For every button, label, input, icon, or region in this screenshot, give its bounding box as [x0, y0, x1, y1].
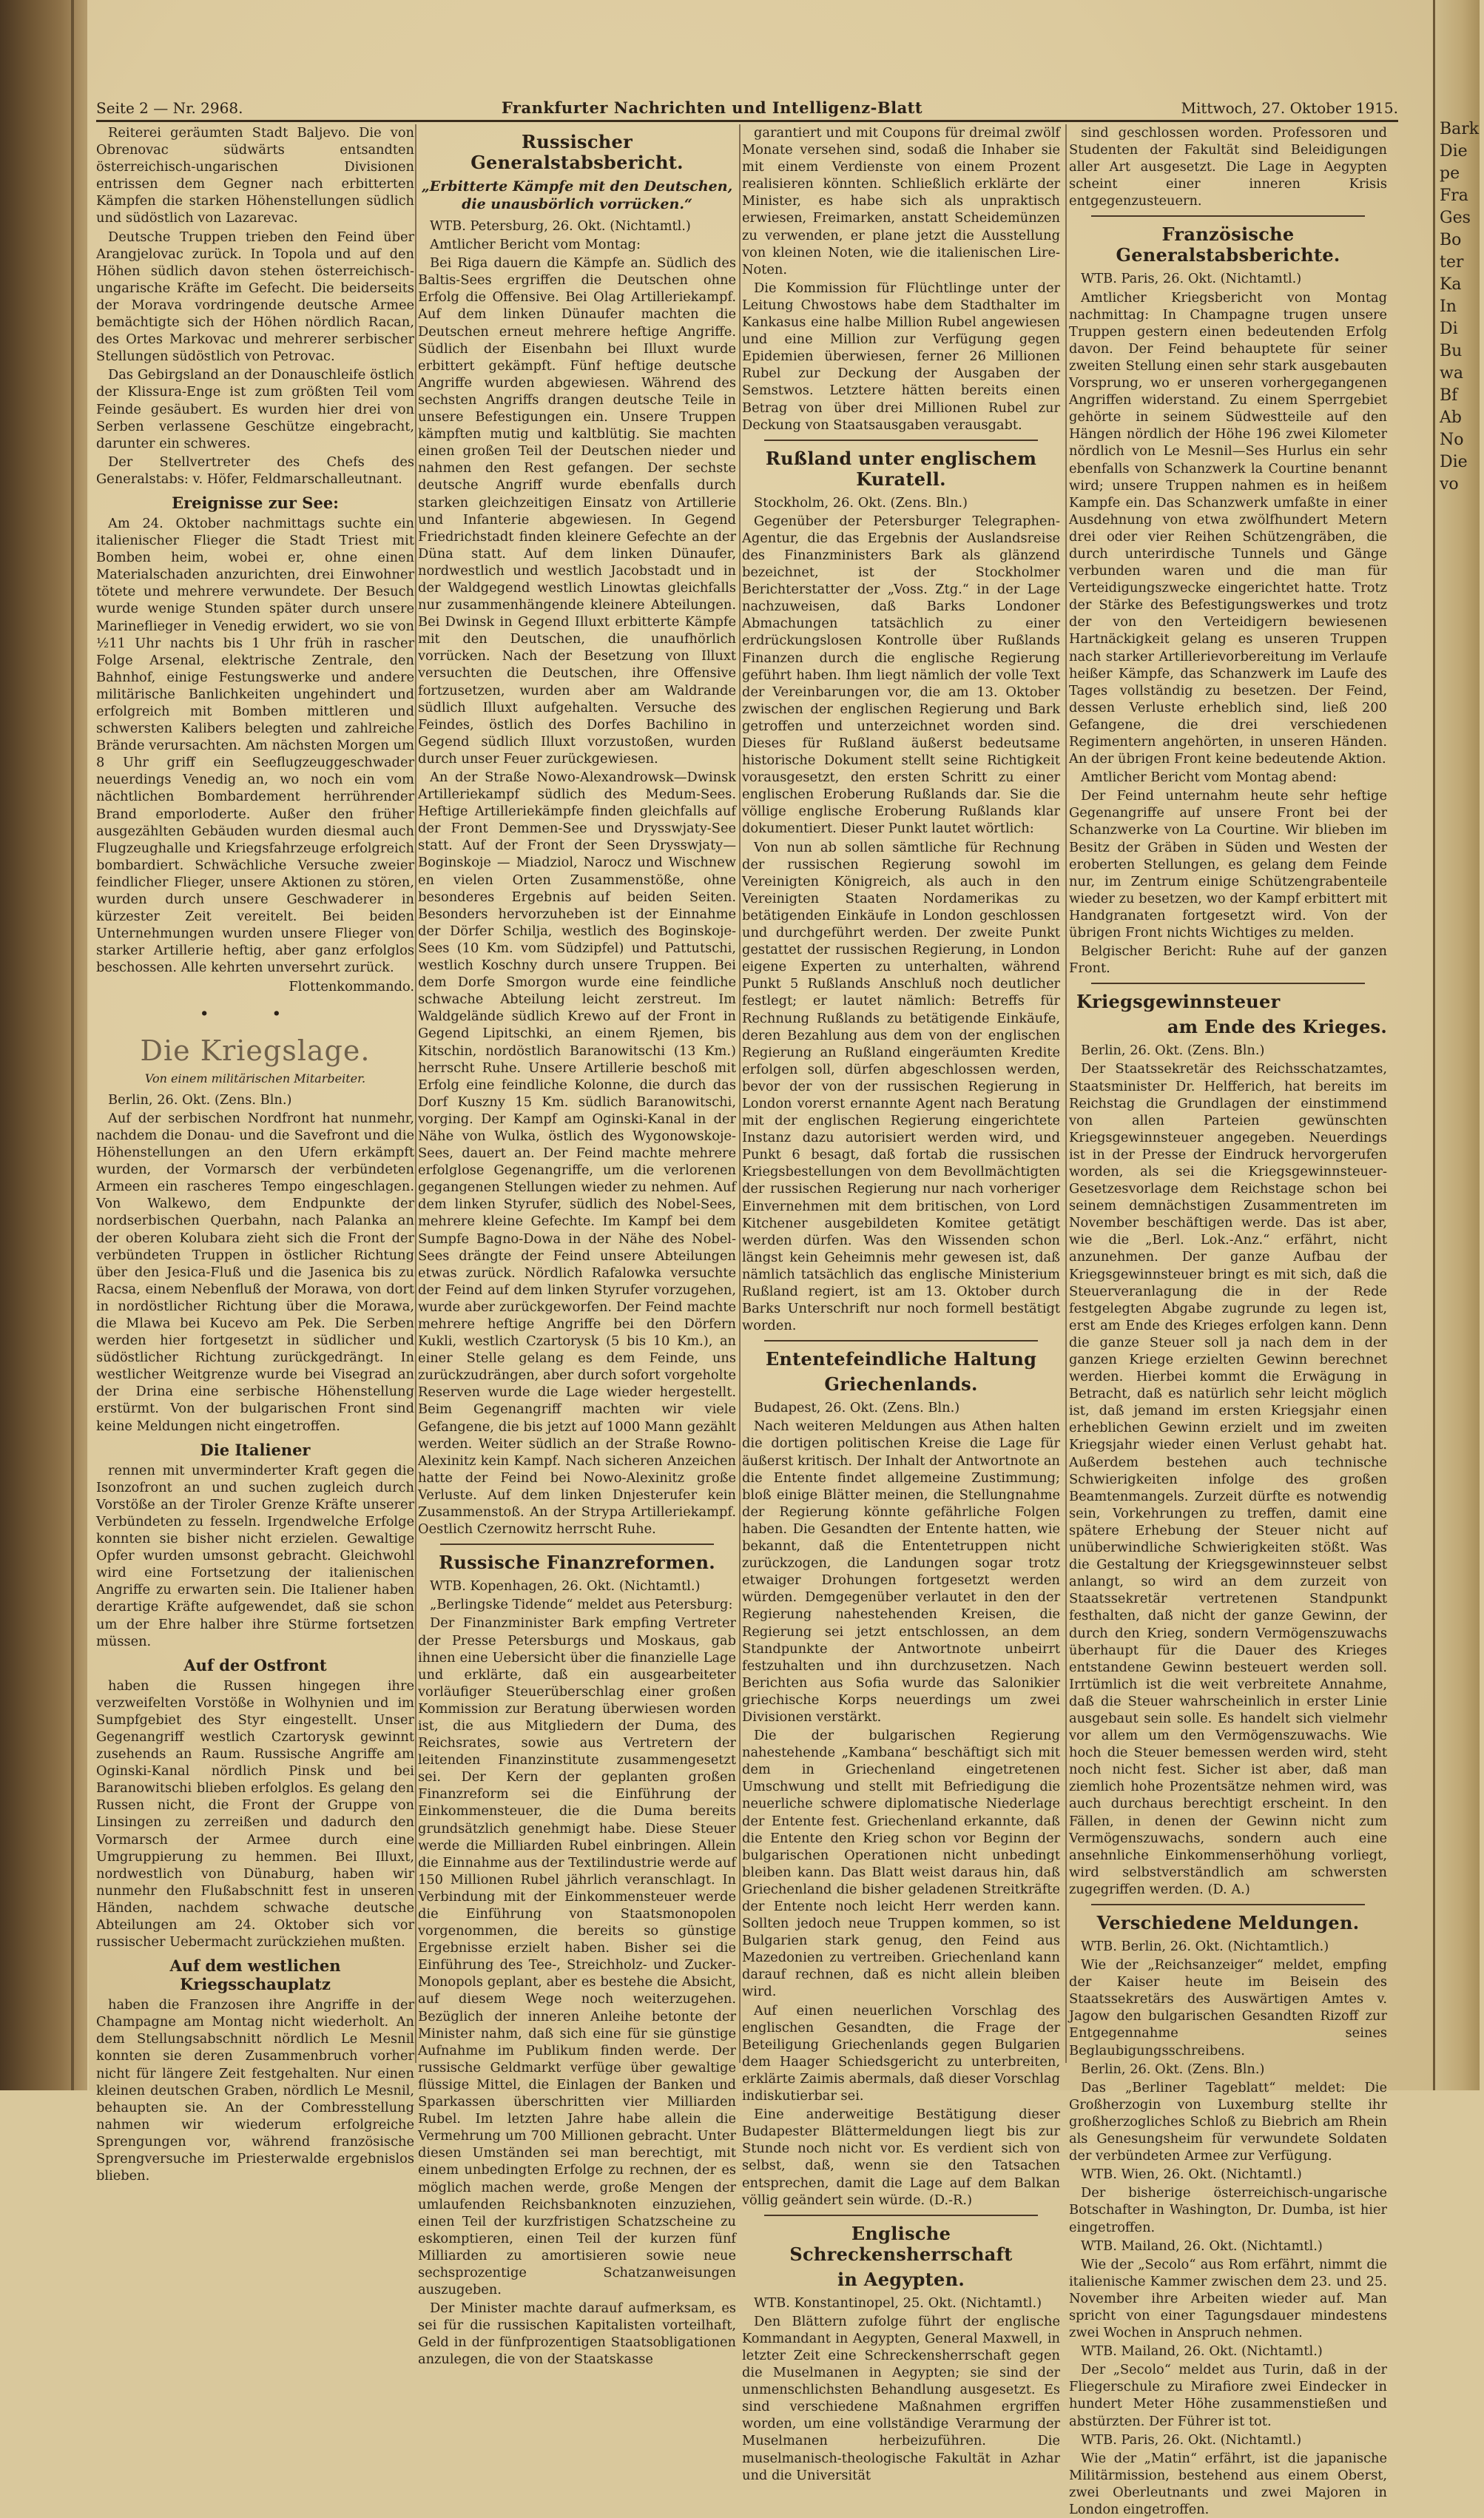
article-paragraph: Der „Secolo“ meldet aus Turin, daß in der Fliegerschule zu Mirafiore zwei Eindecker in hundert Meter Höhe zusammenstießen und abstürzten. Der Führer ist tot. [1069, 2362, 1387, 2429]
article-dateline: Berlin, 26. Okt. (Zens. Bln.) [108, 1091, 292, 1108]
next-page-fragment: Bu [1440, 342, 1463, 360]
article-dateline: WTB. Mailand, 26. Okt. (Nichtamtl.) [1081, 2343, 1323, 2360]
article-signature: Flottenkommando. [289, 978, 414, 994]
next-page-fragment: Ges [1440, 209, 1471, 227]
section-rule [1091, 1904, 1365, 1905]
article-headline: Englische Schreckensherrschaft [789, 2222, 1013, 2265]
next-page-fragment: Bo [1440, 231, 1462, 249]
section-rule [1091, 215, 1365, 217]
article-headline: Russischer Generalstabsbericht. [471, 131, 684, 173]
article-paragraph: Nach weiteren Meldungen aus Athen halten die dortigen politischen Kreise die Lage für äußerst kritisch. Der Inhalt der Antwortnote an die Entente findet allgemeine Zustimmung; bloß einige Blätter meinen, die Stellungnahme der Regierung könnte gefährliche Folgen haben. Die Gesandten der Entente hatten, wie bekannt, daß die Ententetruppen nicht zurückzogen, die Landungen sogar trotz etwaiger Drohungen fortgesetzt werden würden. Demgegenüber verlautet in den der Regierung nahestehenden Kreisen, die Regierung sei jetzt entschlossen, an dem Standpunkte der Antwortnote unbeirrt festzuhalten und ihn durchzusetzen. Nach Berichten aus Sofia wurde das Salonikier griechische Korps neuerdings um zwei Divisionen verstärkt. [742, 1418, 1060, 1725]
next-page-fragments [1435, 118, 1484, 562]
section-rule [764, 1340, 1038, 1342]
next-page-fragment: Bf [1440, 386, 1458, 405]
next-page-fragment: No [1440, 431, 1464, 449]
article-paragraph: Wie der „Matin“ erfährt, ist die japanische Militärmission, bestehend aus einem Oberst, zwei Oberleutnants und zwei Majoren in London eingetroffen. [1069, 2450, 1387, 2517]
newspaper-title: Frankfurter Nachrichten und Intelligenz-Blatt [501, 98, 923, 117]
article-paragraph: Auf der serbischen Nordfront hat nunmehr, nachdem die Donau- und die Savefront und die Höhenstellungen an den Ufern erkämpft wurden, der Vormarsch der verbündeten Armeen ein rascheres Tempo eingeschlagen. Von Walkewo, dem Endpunkte der nordserbischen Querbahn, nach Palanka an der oberen Kolubara zieht sich die Front der verbündeten Truppen in östlicher Richtung über den Jesica-Fluß und die Jasenica bis zu Racsa, einem Nebenfluß der Morawa, von dort in nordöstlicher Richtung über die Morawa, die Mlawa bei Kucevo am Pek. Die Serben werden hier fortgesetzt in südlicher und südöstlicher Richtung zurückgedrängt. In westlicher Weitgrenze wurde bei Visegrad an der Drina eine serbische Höhenstellung erstürmt. Von der bulgarischen Front sind keine Meldungen nicht eingetroffen. [96, 1110, 414, 1434]
column-divider [415, 124, 416, 2063]
page-header [96, 87, 1398, 117]
next-page-fragment: wa [1440, 364, 1463, 383]
column-1 [96, 124, 414, 2184]
article-paragraph: Amtlicher Kriegsbericht von Montag nachmittag: In Champagne trugen unsere Truppen gestern einen bedeutenden Erfolg davon. Der Feind behauptete für seiner zweiten Stellung einen sehr stark ausgebauten Vorsprung, wo er unseren vorhergegangenen Angriffen widerstand. Zu einem Sperrgebiet gehörte in seinem Südwestteile auf den Hängen nördlich der Höhe 196 zwei Kilometer nördlich von Le Mesnil—Ses Hurlus ein sehr ebenfalls von Schanzwerk la Courtine benannt wird; unsere Truppen nahmen es in heißem Kampfe ein. Das Schanzwerk umfaßte in einer Ausdehnung von etwa zwölfhundert Metern drei oder vier Reihen Schützengräben, die durch unterirdische Tunnels und Gänge verbunden waren und die man für Verteidigungszwecke eingerichtet hatte. Trotz der Stärke des Befestigungswerkes und trotz der von den Verteidigern bewiesenen Hartnäckigkeit gelang es unseren Truppen nach starker Artillerievorbereitung im Verlaufe heißer Kämpfe, das Schanzwerk im Laufe des Tages vollständig zu besetzen. Der Feind, dessen Verluste erheblich sind, ließ 200 Gefangene, die drei verschiedenen Regimentern angehörten, in unseren Händen. An der übrigen Front keine bedeutende Aktion. [1069, 289, 1387, 767]
article-dateline: Stockholm, 26. Okt. (Zens. Bln.) [754, 494, 968, 511]
next-page-fragment: Ab [1440, 408, 1462, 427]
article-dateline: WTB. Paris, 26. Okt. (Nichtamtl.) [1081, 271, 1302, 287]
book-binding [0, 0, 87, 2090]
article-paragraph: Der bisherige österreichisch-ungarische Botschafter in Washington, Dr. Dumba, ist hier eingetroffen. [1069, 2185, 1387, 2235]
article-paragraph: Eine anderweitige Bestätigung dieser Budapester Blättermeldungen liegt bis zur Stunde noch nicht vor. Es verdient sich von selbst, daß, wenn sie den Tatsachen entsprechen, damit die Lage auf dem Balkan völlig geändert sein würde. (D.-R.) [742, 2107, 1060, 2208]
article-paragraph: sind geschlossen worden. Professoren und Studenten der Fakultät sind Beleidigungen aller Art ausgesetzt. Die Lage in Aegypten scheint einer inneren Krisis entgegenzusteuern. [1069, 125, 1387, 209]
binding-fold [71, 0, 74, 2090]
article-paragraph: Wie der „Reichsanzeiger“ meldet, empfing der Kaiser heute im Beisein des Staatssekretärs des Auswärtigen Amtes v. Jagow den bulgarischen Gesandten Rizoff zur Entgegennahme seines Beglaubigungsschreibens. [1069, 1957, 1387, 2059]
article-paragraph: Am 24. Oktober nachmittags suchte ein italienischer Flieger die Stadt Triest mit Bomben heim, wobei er, ohne einen Materialschaden anzurichten, drei Einwohner tötete und mehrere verwundete. Der Besuch wurde wenige Stunden später durch unsere Marineflieger in Venedig erwidert, wo sie von ½11 Uhr nachts bis 1 Uhr früh in rascher Folge Arsenal, elektrische Zentrale, den Bahnhof, einige Festungswerke und andere militärische Banlichkeiten ungehindert und erfolgreich mit Bomben mittleren und schwersten Kalibers belegten und zahlreiche Brände verursachten. Am nächsten Morgen um 8 Uhr griff ein Seeflugzeuggeschwader neuerdings Venedig an, wo noch ein vom nächtlichen Bombardement herrührender Brand emporloderte. Außer den früher ausgezählten Gebäuden wurden diesmal auch Flugzeughalle und Kriegsfahrzeuge erfolgreich bombardiert. Schwächliche Versuche zweier feindlicher Flieger, unsere Aktionen zu stören, wurden durch unsere Geschwaderer in kürzester Zeit vereitelt. Bei beiden Unternehmungen wurden unsere Flieger von starker Artillerie heftig, aber ganz erfolglos beschossen. Alle kehrten unversehrt zurück. [96, 515, 414, 976]
article-paragraph: rennen mit unverminderter Kraft gegen die Isonzofront an und suchen zugleich durch Vorstöße an der Tiroler Grenze Kräfte unserer Verbündeten zu fesseln. Irgendwelche Erfolge konnten sie bisher nicht erzielen. Gewaltige Opfer wurden umsonst gebracht. Gleichwohl wird eine Fortsetzung der italienischen Angriffe zu erwarten sein. Die Italiener haben derartige Kräfte aufgewendet, daß sie schon um der Ehre halber ihre Stürme fortsetzen müssen. [96, 1462, 414, 1649]
article-paragraph: Den Blättern zufolge führt der englische Kommandant in Aegypten, General Maxwell, in letzter Zeit eine Schreckensherrschaft gegen die Muselmanen in Aegypten; sie sind der unmenschlichsten Behandlung ausgesetzt. Es sind verschiedene Maßnahmen ergriffen worden, um eine vollständige Verarmung der Muselmanen herbeizuführen. Die muselmanisch-theologische Fakultät in Azhar und die Universität [742, 2313, 1060, 2483]
article-paragraph: Reiterei geräumten Stadt Baljevo. Die von Obrenovac südwärts entsandten österreichisch-ungarischen Divisionen entrissen dem Gegner nach erbitterten Kämpfen die starken Höhenstellungen südlich und südöstlich von Lazarevac. [96, 125, 414, 226]
article-paragraph: An der Straße Nowo-Alexandrowsk—Dwinsk Artilleriekampf südlich des Medum-Sees. Heftige Artilleriekämpfe finden gleichfalls auf der Front Demmen-See und Drysswjaty-See statt. Auf der Front der Seen Drysswjaty—Boginskoje — Miadziol, Narocz und Wischnew en vielen Orten Zusammenstöße, ohne besonderes Ergebnis auf beiden Seiten. Besonders hervorzuheben ist der Einnahme der Dörfer Schilja, westlich des Boginskoje-Sees (10 Km. vom Südzipfel) und Pattutschi, westlich Koschny durch unsere Truppen. Bei dem Dorfe Smorgon wurde eine feindliche schwache Abteilung leicht zerstreut. Im Waldgelände südlich Krewo auf der Front in Gegend Lipitschki, an einem Rjemen, bis Kitschin, nordöstlich Baranowitschi (13 Km.) herrscht Ruhe. Unsere Artillerie beschoß mit Erfolg eine feindliche Kolonne, die durch das Dorf Kuszny 15 Km. südlich Baranowitschi, vorging. Der Kampf am Oginski-Kanal in der Nähe von Wulka, östlich des Wygonowskoje-Sees, dauert an. Der Feind machte mehrere erfolglose Gegenangriffe, um die verlorenen gegangenen Stellungen wieder zu nehmen. Auf dem linken Styrufer, südlich des Nobel-Sees, mehrere kleine Gefechte. Im Kampf bei dem Sumpfe Bagno-Dowa in der Nähe des Nobel-Sees drängte der Feind unsere Abteilungen etwas zurück. Nördlich Rafalowka versuchte der Feind auf dem linken Styrufer vorzugehen, wurde aber zurückgeworfen. Der Feind machte mehrere heftige Angriffe bei den Dörfern Kukli, westlich Czartorysk (5 bis 10 Km.), an einer Stelle gelang es dem Feinde, uns zurückzudrängen, aber durch sofort vorgeholte Reserven wurde die Lage wieder hergestellt. Beim Gegenangriff machten wir viele Gefangene, die bis jetzt auf 1000 Mann gezählt werden. Weiter südlich an der Straße Rowno-Alexinitz kein Kampf. Nach sicheren Anzeichen hatte der Feind bei Nowo-Alexinitz große Verluste. Auf dem linken Dnjesterufer kein Zusammenstoß. An der Strypa Artilleriekampf. Oestlich Czernowitz herrscht Ruhe. [418, 770, 736, 1538]
column-divider [739, 124, 741, 2063]
next-page-fragment: pe [1440, 164, 1460, 183]
article-byline: Von einem militärischen Mitarbeiter. [144, 1071, 366, 1085]
article-dateline: WTB. Kopenhagen, 26. Okt. (Nichtamtl.) [430, 1578, 701, 1595]
article-dateline: WTB. Paris, 26. Okt. (Nichtamtl.) [1081, 2431, 1302, 2448]
article-paragraph: Der Finanzminister Bark empfing Vertreter der Presse Petersburgs und Moskaus, gab ihnen eine Uebersicht über die finanzielle Lage und erklärte, daß ein ausgearbeiteter vorläufiger Steuerüberschlag einer großen Kommission zur Beratung überwiesen worden ist, die aus Mitgliedern der Duma, des Reichsrates, sowie aus Vertretern der leitenden Finanzinstitute zusammengesetzt sei. Der Kern der geplanten großen Finanzreform sei die Einführung der Einkommensteuer, die die Duma bereits grundsätzlich genehmigt habe. Diese Steuer werde die Milliarden Rubel einbringen. Allein die Einnahme aus der Textilindustrie werde auf 150 Millionen Rubel jährlich veranschlagt. In Verbindung mit der Einkommensteuer werde die Einführung von Staatsmonopolen vorgenommen, die bereits so günstige Ergebnisse erzielt haben. Bisher sei die Einführung des Tee-, Streichholz- und Zucker-Monopols geplant, aber es bestehe die Absicht, auf diesem Wege noch weiterzugehen. Bezüglich der inneren Anleihe betonte der Minister nahm, daß sich eine für sie günstige Aufnahme im Publikum finden werde. Der russische Geldmarkt verfüge über gewaltige flüssige Mittel, die Einlagen der Banken und Sparkassen überschritten vier Milliarden Rubel. Im letzten Jahre habe allein die Vermehrung um 700 Millionen gebracht. Unter diesen Umständen sei man berechtigt, mit einem unbedingten Erfolge zu rechnen, der es möglich machen werde, große Mengen der umlaufenden Reichsbanknoten einzuziehen, einen Teil der kurzfristigen Schatzscheine zu eskomptieren, einen Teil der kurzen fünf Milliarden zu amortisieren sowie neue sechsprozentige Schatzanweisungen auszugeben. [418, 1615, 736, 2298]
next-page-fragment: In [1440, 297, 1457, 316]
column-2 [418, 124, 736, 2368]
section-rule [764, 2215, 1038, 2216]
next-page-fragment: Die [1440, 453, 1468, 471]
article-paragraph: haben die Franzosen ihre Angriffe in der Champagne am Montag nicht wiederholt. An dem Stellungsabschnitt nördlich Le Mesnil konnten sie deren Zusammenbruch vorher nicht für längere Zeit festgehalten. Nur einen kleinen deutschen Graben, nördlich Le Mesnil, behaupten sie. An der Combresstellung nahmen wir wiederum erfolgreiche Sprengungen vor, während französische Sprengversuche im Priesterwalde ergebnislos blieben. [96, 1997, 414, 2184]
column-4 [1069, 124, 1387, 2517]
article-paragraph: Von nun ab sollen sämtliche für Rechnung der russischen Regierung sowohl im Vereinigten Königreich, als auch in den Vereinigten Staaten Nordamerikas zu betätigenden Einkäufe in London geschlossen und durchgeführt werden. Der zweite Punkt gestattet der russischen Regierung, in London eigene Experten zu unterhalten, während Punkt 5 Rußlands Anschluß noch deutlicher festlegt; er lautet nämlich: Betreffs für Rechnung Rußlands zu betätigende Einkäufe, deren Bezahlung aus dem von der englischen Regierung an Rußland eingeräumten Kredite erfolgen soll, dürfen abgeschlossen werden, bevor der von der russischen Regierung in London vorerst ernannte Agent nach Beratung mit der englischen Regierung eingerichtete Instanz dazu autorisiert werden wird, und Punkt 6 besagt, daß fortab die russischen Kriegsbestellungen von dem Bevollmächtigten der russischen Regierung nur nach vorheriger Einvernehmen mit dem britischen, von Lord Kitchener ausgebildeten Komitee getätigt werden dürfen. Was den Wissenden schon längst kein Geheimnis mehr gewesen ist, daß nämlich tatsächlich das englische Ministerium Rußland regiert, ist am 13. Oktober durch Barks Unterschrift nur noch formell bestätigt worden. [742, 839, 1060, 1334]
article-paragraph: Wie der „Secolo“ aus Rom erfährt, nimmt die italienische Kammer zwischen dem 23. und 25. November ihre Arbeiten wieder auf. Man spricht von einer Tagungsdauer mindestens zwei Wochen in Anspruch nehmen. [1069, 2256, 1387, 2341]
section-rule [1091, 983, 1365, 984]
page-number: Seite 2 — Nr. 2968. [96, 99, 243, 117]
section-rule [440, 1544, 714, 1545]
article-headline: Russische Finanzreformen. [439, 1552, 715, 1574]
section-heading: Ereignisse zur See: [172, 493, 339, 512]
article-paragraph: Die Kommission für Flüchtlinge unter der Leitung Chwostows habe dem Stadthalter im Kankasus eine halbe Million Rubel angewiesen und eine Million zur Verfügung gegen Epidemien überwiesen, ferner 26 Millionen Rubel zur Deckung der Ausgaben der Semstwos. Letztere hätten bereits einen Betrag von über drei Millionen Rubel zur Deckung von Staatsausgaben verausgabt. [742, 280, 1060, 433]
article-headline: Ententefeindliche Haltung [765, 1348, 1037, 1370]
article-headline: Rußland unter englischem Kuratell. [765, 447, 1037, 490]
article-paragraph: Belgischer Bericht: Ruhe auf der ganzen Front. [1069, 943, 1387, 977]
article-dateline: Berlin, 26. Okt. (Zens. Bln.) [1081, 2061, 1265, 2077]
article-paragraph: Deutsche Truppen trieben den Feind über Arangjelovac zurück. In Topola und auf den Höhen südlich davon stehen österreichisch-ungarische Kräfte im Gefecht. Die beiderseits der Morava vordringende deutsche Armee bemächtigte sich der Höhen nördlich Racan, des Ortes Markovac und mehrerer serbischer Stellungen südöstlich von Petrovac. [96, 229, 414, 365]
article-paragraph: Amtlicher Bericht vom Montag: [430, 237, 641, 253]
article-dateline: Berlin, 26. Okt. (Zens. Bln.) [1081, 1043, 1265, 1059]
article-dateline: WTB. Petersburg, 26. Okt. (Nichtamtl.) [430, 218, 691, 234]
section-heading: Auf der Ostfront [183, 1655, 327, 1674]
article-paragraph: „Berlingske Tidende“ meldet aus Petersburg: [430, 1597, 733, 1613]
next-page-fragment: Ka [1440, 275, 1462, 294]
article-paragraph: Der Staatssekretär des Reichsschatzamtes, Staatsminister Dr. Helfferich, hat bereits im Reichstag die Grundlagen der einstimmend von allen Parteien gewünschten Kriegsgewinnsteuer angegeben. Neuerdings ist in der Presse der Eindruck hervorgerufen worden, als sei die Kriegsgewinnsteuer-Gesetzesvorlage dem Reichstage schon bei seinem demnächstigen Zusammentreten im November beschäftigen werde. Das ist aber, wie die „Berl. Lok.-Anz.“ erfährt, nicht anzunehmen. Der ganze Aufbau der Kriegsgewinnsteuer bringt es mit sich, daß die Steuerveranlagung die in der Rede festgelegten Abgabe zugrunde zu legen ist, erst am Ende des Krieges erfolgen kann. Denn die ganze Steuer soll ja nach dem in der ganzen Kriege erzielten Gewinn berechnet werden. Hierbei kommt die Erwägung in Betracht, daß es natürlich sehr leicht möglich ist, daß jemand im ersten Kriegsjahr einen erheblichen Gewinn erzielt und im zweiten Kriegsjahr wieder einen Verlust gehabt hat. Außerdem bestehen auch technische Schwierigkeiten infolge des großen Beamtenmangels. Zurzeit dürfte es notwendig sein, Vorkehrungen zu treffen, damit eine spätere Erhebung der Steuer nicht auf unüberwindliche Schwierigkeiten stößt. Was die Gestaltung der Kriegsgewinnsteuer selbst anlangt, so wird an dem zurzeit von Staatssekretär vertretenen Standpunkt festhalten, daß nicht der ganze Gewinn, der durch den Krieg, sondern Vermögenszuwachs überhaupt für die Dauer des Krieges entstandene Gewinn besteuert werden soll. Irrtümlich ist die weit verbreitete Annahme, daß die Steuer wahrscheinlich in erster Linie ausgebaut sein solle. Es handelt sich vielmehr vor allem um den Vermögenszuwachs. Wie hoch die Steuer bemessen werden wird, steht noch nicht fest. Sicher ist aber, daß man ziemlich hohe Prozentsätze nehmen wird, was auch durchaus berechtigt erscheint. In den Fällen, in denen der Gewinn nicht zum Vermögenszuwachs, sondern auch eine ansehnliche Einkommenserhöhung vorliegt, wird selbstverständlich am schwersten zugegriffen werden. (D. A.) [1069, 1061, 1387, 1897]
article-headline: Die Kriegslage. [140, 1034, 371, 1067]
section-ornament: • • [200, 1006, 311, 1022]
article-headline: am Ende des Krieges. [1167, 1016, 1387, 1038]
article-paragraph: Das „Berliner Tageblatt“ meldet: Die Großherzogin von Luxemburg stellte ihr großherzogliches Schloß zu Biebrich am Rhein als Genesungsheim für verwundete Soldaten der verbündeten Armee zur Verfügung. [1069, 2079, 1387, 2164]
article-headline: Griechenlands. [824, 1373, 978, 1396]
article-signature: Der Stellvertreter des Chefs des Generalstabs: v. Höfer, Feldmarschalleutnant. [96, 454, 414, 487]
article-paragraph: Der Feind unternahm heute sehr heftige Gegenangriffe auf unsere Front bei der Schanzwerke von La Courtine. Wir blieben im Besitz der Gräben in Süden und Westen der eroberten Stellungen, es gelang dem Feinde nur, im Zentrum einige Schützengrabenteile wieder zu besetzen, wo der Kampf erbittert mit Handgranaten fortgesetzt wird. Von der übrigen Front nichts Wichtiges zu melden. [1069, 788, 1387, 941]
section-heading: Auf dem westlichen Kriegsschauplatz [169, 1956, 341, 1994]
article-headline: Kriegsgewinnsteuer [1076, 991, 1281, 1013]
section-rule [764, 440, 1038, 441]
article-paragraph: Auf einen neuerlichen Vorschlag des englischen Gesandten, die Frage der Beteiligung Griechenlands gegen Bulgarien dem Haager Schiedsgericht zu unterbreiten, erklärte Zaimis abermals, daß dieser Vorschlag indiskutierbar sei. [742, 2002, 1060, 2104]
next-page-fragment: Fra [1440, 186, 1468, 205]
article-paragraph: Gegenüber der Petersburger Telegraphen-Agentur, die das Ergebnis der Auslandsreise des Finanzministers Bark als glänzend bezeichnet, ist der Stockholmer Berichterstatter der „Voss. Ztg.“ in der Lage nachzuweisen, daß Barks Londoner Abmachungen tatsächlich zu einer erdrückungslosen Kontrolle über Rußlands Finanzen durch die englische Regierung geführt haben. Ihm liegt nämlich der volle Text der Vereinbarungen vor, die am 13. Oktober zwischen der englischen Regierung und Bark getroffen und unterzeichnet worden sind. Dieses für Rußland äußerst bedeutsame historische Dokument stellt seine Richtigkeit vorausgesetzt, den ersten Schritt zu einer englischen Eroberung Rußlands dar. Sie die völlige englische Eroberung Rußlands klar dokumentiert. Dieser Punkt lautet wörtlich: [742, 513, 1060, 837]
article-paragraph: Amtlicher Bericht vom Montag abend: [1081, 770, 1338, 786]
article-dateline: WTB. Mailand, 26. Okt. (Nichtamtl.) [1081, 2238, 1323, 2254]
header-rule [96, 120, 1398, 122]
article-dateline: WTB. Wien, 26. Okt. (Nichtamtl.) [1081, 2167, 1302, 2183]
next-page-fragment: vo [1440, 475, 1459, 494]
column-divider [1065, 124, 1067, 2063]
article-dateline: WTB. Berlin, 26. Okt. (Nichtamtlich.) [1081, 1939, 1329, 1954]
article-subheadline: „Erbitterte Kämpfe mit den Deutschen, die unausbörlich vorrücken.“ [421, 178, 733, 212]
next-page-fragment: Di [1440, 320, 1458, 338]
next-page-fragment: Die [1440, 142, 1468, 161]
next-page-fragment: Bark [1440, 120, 1480, 138]
article-dateline: WTB. Konstantinopel, 25. Okt. (Nichtamtl.) [754, 2295, 1042, 2311]
article-headline: Französische Generalstabsberichte. [1116, 223, 1340, 266]
article-headline: in Aegypten. [837, 2268, 965, 2290]
column-3 [742, 124, 1060, 2483]
article-paragraph: Der Minister machte darauf aufmerksam, es sei für die russischen Kapitalisten vorteilhaft, Geld in der fünfprozentigen Staatsobligationen anzulegen, die von der Staatskasse [418, 2300, 736, 2368]
article-paragraph: Die der bulgarischen Regierung nahestehende „Kambana“ beschäftigt sich mit dem in Griechenland eingetretenen Umschwung und stellt mit Befriedigung die neuerliche schwere diplomatische Niederlage der Entente fest. Griechenland erkannte, daß die Entente den Krieg schon vor Beginn der bulgarischen Operationen nicht unbedingt bleiben kann. Das Blatt weist daraus hin, daß Griechenland die bisher geladenen Streitkräfte der Entente noch leicht Herr werden kann. Sollten jedoch neue Truppen kommen, so ist Bulgarien stark genug, den Feind aus Mazedonien zu vertreiben. Griechenland kann darauf rechnen, daß es nicht allein bleiben wird. [742, 1728, 1060, 2000]
article-paragraph: Das Gebirgsland an der Donauschleife östlich der Klissura-Enge ist zum größten Teil vom Feinde gesäubert. Es wurden hier drei von Serben verlassene Geschütze eingebracht, darunter ein schweres. [96, 367, 414, 451]
article-paragraph: garantiert und mit Coupons für dreimal zwölf Monate versehen sind, sodaß die Inhaber sie mit einem Verdienste von einem Prozent realisieren könnten. Schließlich erklärte der Minister, es habe sich als unpraktisch erwiesen, Freimarken, anstatt Scheidemünzen zu verwenden, er plane jetzt die Ausstellung von kleinen Noten, wie die italienischen Lire-Noten. [742, 125, 1060, 277]
issue-date: Mittwoch, 27. Oktober 1915. [1181, 99, 1398, 117]
article-paragraph: haben die Russen hingegen ihre verzweifelten Vorstöße in Wolhynien und im Sumpfgebiet des Styr eingestellt. Unser Gegenangriff westlich Czartorysk gewinnt zusehends an Raum. Russische Angriffe am Oginski-Kanal nördlich Pinsk und bei Baranowitschi blieben erfolglos. Es gelang den Russen nicht, die Front der Gruppe von Linsingen zu zerreißen und dadurch den Vormarsch der Armee durch eine Umgruppierung zu hemmen. Bei Illuxt, nordwestlich von Dünaburg, haben wir nunmehr den Flußabschnitt fest in unseren Händen, nachdem schwache deutsche Abteilungen am 24. Oktober sich vor russischer Uebermacht zurückziehen mußten. [96, 1677, 414, 1950]
section-heading: Die Italiener [200, 1440, 311, 1459]
article-paragraph: Bei Riga dauern die Kämpfe an. Südlich des Baltis-Sees ergriffen die Deutschen ohne Erfolg die Offensive. Bei Olag Artilleriekampf. Auf dem linken Dünaufer machten die Deutschen erneut mehrere heftige Angriffe. Südlich der Eisenbahn bei Illuxt wurde erbittert gekämpft. Fünf heftige deutsche Angriffe wurden abgewiesen. Während des sechsten Angriffs drangen deutsche Teile in unsere Befestigungen ein. Unsere Truppen kämpften mutig und kaltblütig. Sie machten einen großen Teil der Deutschen nieder und nahmen den Rest gefangen. Der sechste deutsche Angriff wurde ebenfalls durch starken gleichzeitigen Einsatz von Artillerie und Infanterie abgewiesen. In Gegend Friedrichstadt finden kleinere Gefechte an der Düna statt. Auf dem linken Dünaufer, nordwestlich und westlich Jacobstadt und in der Waldgegend westlich Linowtas gleichfalls nur zusammenhängende kleinere Abteilungen. Bei Dwinsk in Gegend Illuxt erbitterte Kämpfe mit den Deutschen, die unaufhörlich vorrücken. Nach der Besetzung von Illuxt versuchten die Deutschen, ihre Offensive fortzusetzen, wurden aber am Waldrande südlich Illuxt aufgehalten. Versuche des Feindes, östlich des Dorfes Bachilino in Gegend südlich Illuxt vorzustoßen, wurden durch unser Feuer zurückgewiesen. [418, 255, 736, 767]
article-dateline: Budapest, 26. Okt. (Zens. Bln.) [754, 1400, 960, 1416]
article-headline: Verschiedene Meldungen. [1096, 1912, 1360, 1933]
next-page-fragment: ter [1440, 253, 1464, 272]
